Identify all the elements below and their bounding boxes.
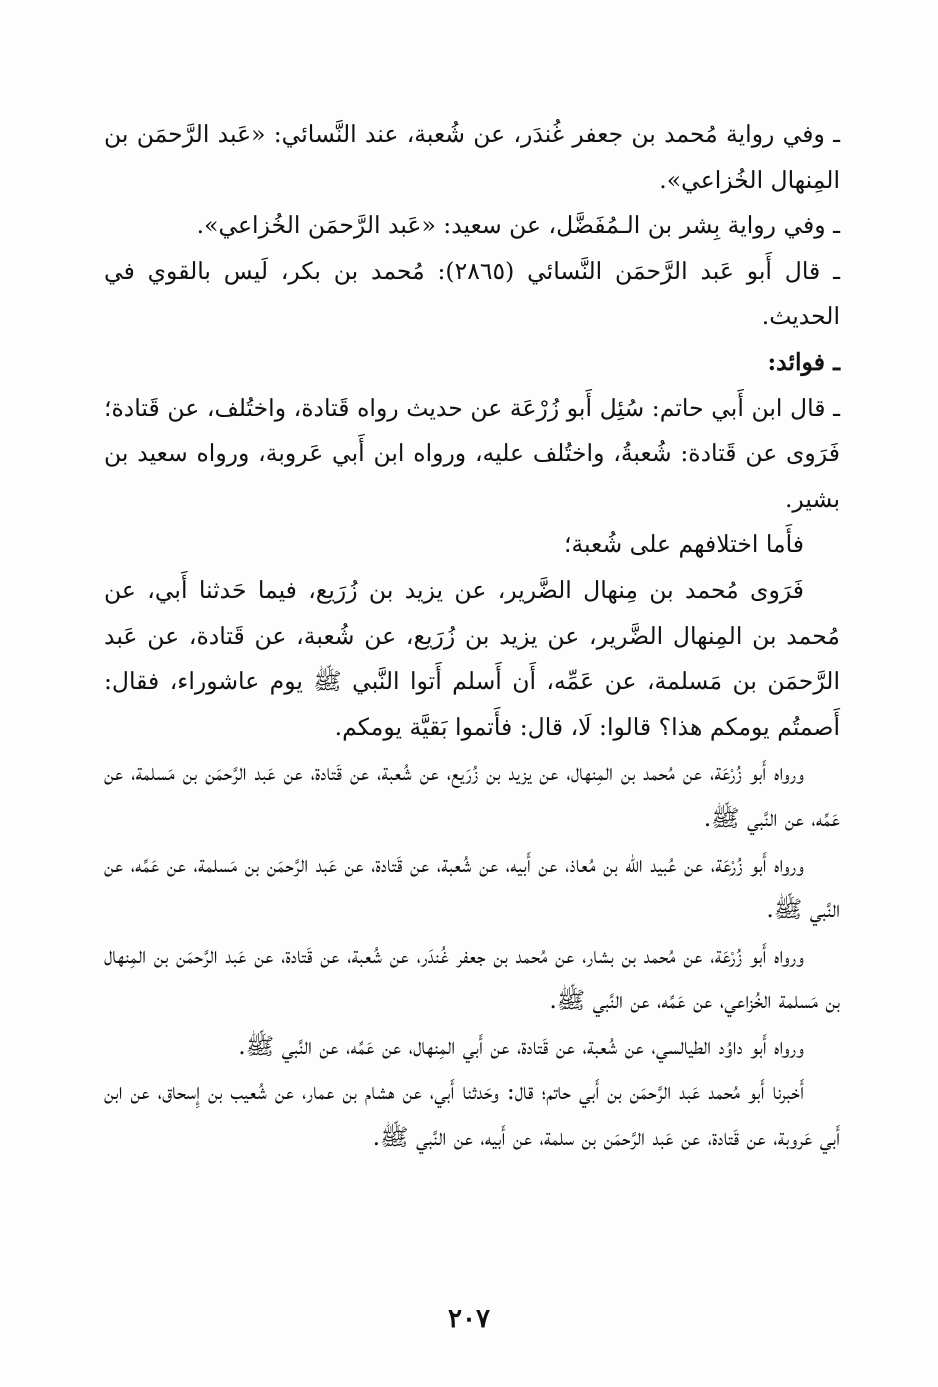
paragraph-nasai-saying: ـ قال أَبو عَبد الرَّحمَن النَّسائي (٢٨٦٥): مُحمد بن بكر، لَيس بالقوي في الحديث. — [104, 256, 840, 331]
paragraph-ghundar-narration: ـ وفي رواية مُحمد بن جعفر غُندَر، عن شُعبة، عند النَّسائي: «عَبد الرَّحمَن بن المِنهال الخُزاعي». — [104, 120, 840, 194]
page-number: ٢٠٧ — [448, 1304, 490, 1334]
paragraph-tayalisi-narration: ورواه أَبو داوُد الطيالسي، عن شُعبة، عن قَتادة، عن أَبي المِنهال، عن عَمِّه، عن النَّبي ﷺ. — [238, 1031, 804, 1060]
page-body — [104, 112, 840, 1161]
paragraph-bishr-narration: ـ وفي رواية بِشر بن الـمُفَضَّل، عن سعيد: «عَبد الرَّحمَن الخُزاعي». — [196, 211, 840, 240]
paragraph-abu-zura-narration-3: ورواه أَبو زُرْعَة، عن مُحمد بن بشار، عن مُحمد بن جعفر غُندَر، عن شُعبة، عن قَتادة، عن عَبد الرَّحمَن بن المِنهال بن مَسلمة الخُزاعي، عن عَمِّه، عن النَّبي ﷺ. — [104, 940, 840, 1015]
paragraph-ibn-abi-hatim-question: ـ قال ابن أَبي حاتم: سُئِل أَبو زُرْعَة عن حديث رواه قَتادة، واختُلف، عن قَتادة؛ فَرَوى عن قَتادة: شُعبةُ، واختُلف عليه، ورواه ابن أَبي عَروبة، ورواه سعيد بن بشير. — [104, 393, 840, 513]
paragraph-shuba-disagreement: فأَما اختلافهم على شُعبة؛ — [563, 530, 804, 559]
paragraph-muhammad-ibn-minhal-narration: فَرَوى مُحمد بن مِنهال الضَّرير، عن يزيد بن زُرَيع، فيما حَدثنا أَبي، عن مُحمد بن المِنهال الضَّرير، عن يزيد بن زُرَيع، عن شُعبة، عن قَتادة، عن عَبد الرَّحمَن بن مَسلمة، عن عَمِّه، أَن أَسلم أَتوا النَّبي ﷺ يوم عاشوراء، فقال: أَصمتُم يومكم هذا؟ قالوا: لَا، قال: فأَتموا بَقيَّة يومكم. — [104, 575, 840, 741]
section-heading-benefits: ـ فوائد: — [767, 347, 840, 376]
paragraph-ibn-abi-arubah-narration: أَخبرنا أَبو مُحمد عَبد الرَّحمَن بن أَبي حاتم؛ قال: وحَدثنا أَبي، عن هشام بن عمار، عن شُعيب بن إِسحاق، عن ابن أَبي عَروبة، عن قَتادة، عن عَبد الرَّحمَن بن سلمة، عن أَبيه، عن النَّبي ﷺ. — [104, 1077, 840, 1152]
paragraph-abu-zura-narration-1: ورواه أَبو زُرْعَة، عن مُحمد بن المِنهال، عن يزيد بن زُرَيع، عن شُعبة، عن قَتادة، عن عَبد الرَّحمَن بن مَسلمة، عن عَمِّه، عن النَّبي ﷺ. — [104, 758, 840, 832]
paragraph-abu-zura-narration-2: ورواه أَبو زُرْعَة، عن عُبيد الله بن مُعاذ، عن أَبيه، عن شُعبة، عن قَتادة، عن عَبد الرَّحمَن بن مَسلمة، عن عَمِّه، عن النَّبي ﷺ. — [104, 849, 840, 924]
